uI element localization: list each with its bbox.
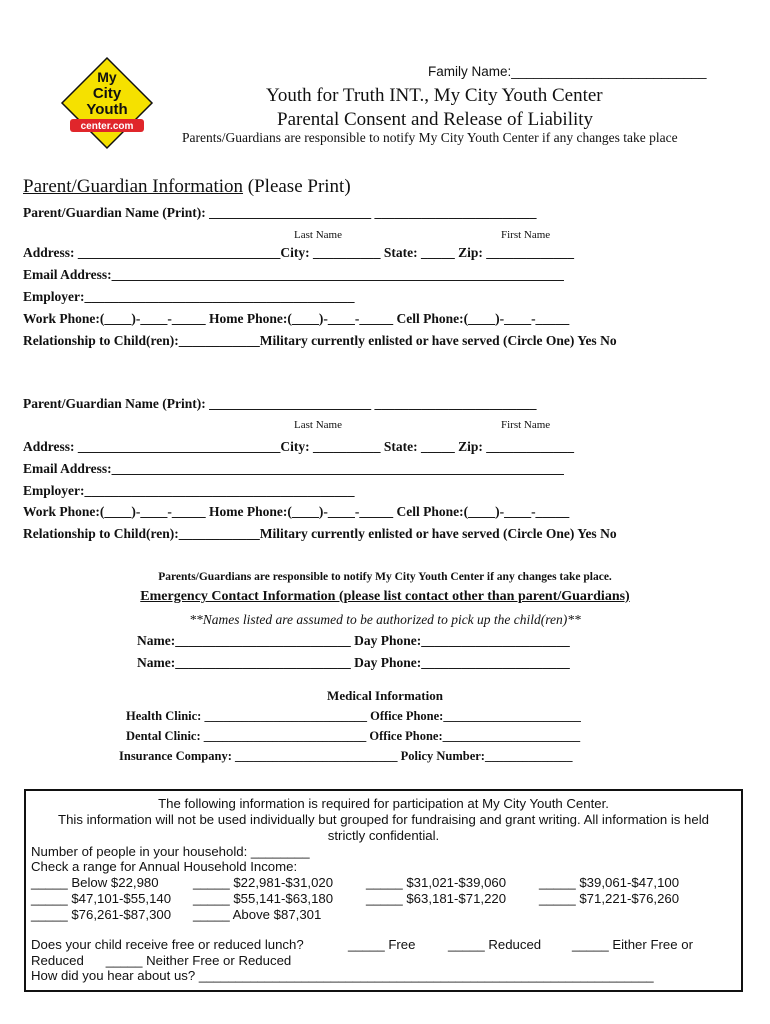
household-size-field[interactable]: Number of people in your household: ________ [31,844,310,859]
emergency-contact-row[interactable]: Name:__________________________ Day Phone:______________________ [137,655,570,670]
phone-fields[interactable]: Work Phone:(____)-____-_____ Home Phone:(____)-____-_____ Cell Phone:(____)-____-_____ [23,504,570,519]
phone-fields[interactable]: Work Phone:(____)-____-_____ Home Phone:(____)-____-_____ Cell Phone:(____)-____-_____ [23,311,570,326]
emergency-notice: Parents/Guardians are responsible to notify My City Youth Center if any changes take place. [158,571,612,583]
insurance-field[interactable]: Insurance Company: __________________________ Policy Number:______________ [119,749,573,763]
dental-clinic-field[interactable]: Dental Clinic: __________________________ Office Phone:______________________ [126,729,581,743]
lunch-option-reduced[interactable]: _____ Reduced [448,937,542,952]
section-heading-underlined: Parent/Guardian Information [23,176,244,197]
referral-source-field[interactable]: How did you hear about us? ______________________________________________________________ [31,968,654,983]
income-option[interactable]: _____ $31,021-$39,060 [366,875,507,890]
info-intro-line-1: The following information is required for participation at My City Youth Center. [158,796,609,811]
first-name-caption: First Name [501,419,551,431]
lunch-option-neither[interactable]: Reduced _____ Neither Free or Reduced [31,953,292,968]
lunch-option-either[interactable]: _____ Either Free or [572,937,693,952]
employer-field[interactable]: Employer:________________________________________ [23,289,355,304]
emergency-contact-row[interactable]: Name:__________________________ Day Phone:______________________ [137,633,570,648]
first-name-caption: First Name [501,229,551,241]
income-option[interactable]: _____ $76,261-$87,300 [31,907,172,922]
emergency-note: **Names listed are assumed to be authorized to pick up the child(ren)** [189,612,581,627]
income-option[interactable]: _____ $55,141-$63,180 [193,891,334,906]
logo-text-city: City [92,85,122,102]
lunch-option-free[interactable]: _____ Free [348,937,416,952]
income-option[interactable]: _____ $22,981-$31,020 [193,875,334,890]
section-heading-parent-guardian [23,176,351,198]
my-city-youth-logo [60,56,154,150]
logo-text-my: My [97,69,117,85]
email-field[interactable]: Email Address:___________________________________________________________________ [23,461,564,476]
header-notice: Parents/Guardians are responsible to notify My City Youth Center if any changes take place [182,130,678,145]
family-name-field[interactable]: Family Name:__________________________ [428,64,707,79]
section-heading-rest: (Please Print) [243,176,351,197]
last-name-caption: Last Name [294,229,342,241]
household-info-box [24,789,743,992]
health-clinic-field[interactable]: Health Clinic: __________________________ Office Phone:______________________ [126,709,581,723]
income-option[interactable]: _____ $71,221-$76,260 [539,891,680,906]
employer-field[interactable]: Employer:________________________________________ [23,483,355,498]
emergency-heading: Emergency Contact Information (please list contact other than parent/Guardians) [140,589,630,604]
relationship-field[interactable]: Relationship to Child(ren):____________Military currently enlisted or have served (Circle One) Yes No [23,526,617,541]
income-label: Check a range for Annual Household Income: [31,859,298,874]
last-name-caption: Last Name [294,419,342,431]
guardian-name-field[interactable]: Parent/Guardian Name (Print): ________________________ ________________________ [23,205,537,220]
form-title: Youth for Truth INT., My City Youth Center [266,85,603,106]
medical-heading: Medical Information [327,688,443,703]
income-option[interactable]: _____ Below $22,980 [31,875,159,890]
guardian-name-field[interactable]: Parent/Guardian Name (Print): ________________________ ________________________ [23,396,537,411]
address-field[interactable]: Address: ______________________________City: __________ State: _____ Zip: _____________ [23,439,574,454]
relationship-field[interactable]: Relationship to Child(ren):____________Military currently enlisted or have served (Circle One) Yes No [23,333,617,348]
income-option[interactable]: _____ $63,181-$71,220 [366,891,507,906]
income-option[interactable]: _____ Above $87,301 [193,907,322,922]
income-option[interactable]: _____ $47,101-$55,140 [31,891,172,906]
logo-text-url: center.com [80,121,134,132]
lunch-question: Does your child receive free or reduced lunch? [31,937,304,952]
info-intro-line-2: This information will not be used individually but grouped for fundraising and grant writing. All information is held [58,812,709,827]
income-option[interactable]: _____ $39,061-$47,100 [539,875,680,890]
form-subtitle-title: Parental Consent and Release of Liability [277,109,594,130]
email-field[interactable]: Email Address:___________________________________________________________________ [23,267,564,282]
logo-text-youth: Youth [86,101,128,118]
info-intro-line-3: strictly confidential. [327,828,440,843]
address-field[interactable]: Address: ______________________________City: __________ State: _____ Zip: _____________ [23,245,574,260]
